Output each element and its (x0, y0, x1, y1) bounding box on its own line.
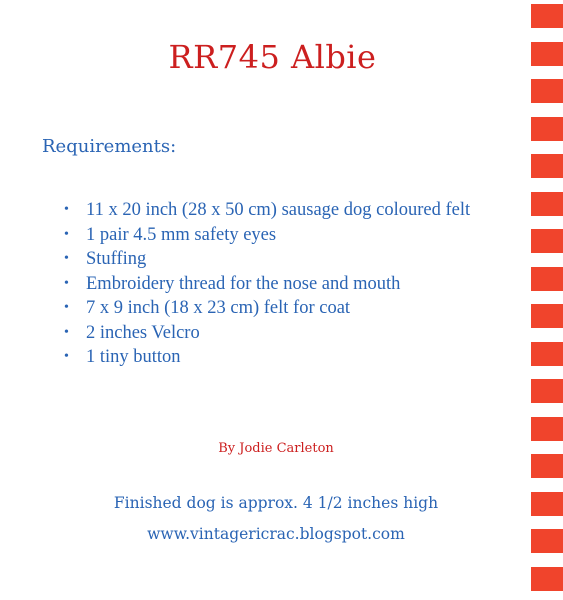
list-item (62, 223, 502, 248)
list-item (62, 272, 502, 297)
list-item (62, 247, 502, 272)
website-url: www.vintagericrac.blogspot.com (147, 525, 405, 543)
requirements-list (62, 198, 502, 370)
list-item-text: Stuffing (86, 249, 147, 269)
border-stripe (531, 267, 563, 291)
list-item-text: Embroidery thread for the nose and mouth (86, 273, 401, 294)
border-stripe (531, 492, 563, 516)
list-item (62, 321, 502, 346)
border-stripe (531, 567, 563, 591)
border-stripe (531, 154, 563, 178)
border-stripe (531, 192, 563, 216)
list-item-text: 1 tiny button (86, 347, 181, 367)
list-item (62, 296, 502, 321)
border-stripe (531, 379, 563, 403)
list-item-text: 11 x 20 inch (28 x 50 cm) sausage dog coloured felt (86, 200, 471, 220)
author-byline: By Jodie Carleton (218, 441, 334, 456)
list-item (62, 198, 502, 223)
bullet-icon: • (64, 226, 69, 242)
list-item (62, 345, 502, 370)
border-stripe (531, 229, 563, 253)
bullet-icon: • (64, 324, 69, 340)
list-item-text: 7 x 9 inch (18 x 23 cm) felt for coat (86, 298, 351, 318)
striped-border (531, 0, 563, 600)
border-stripe (531, 4, 563, 28)
page-title: RR745 Albie (168, 38, 377, 76)
bullet-icon: • (64, 300, 69, 315)
border-stripe (531, 304, 563, 328)
border-stripe (531, 42, 563, 66)
border-stripe (531, 529, 563, 553)
requirements-heading: Requirements: (42, 136, 177, 157)
finished-size-note: Finished dog is approx. 4 1/2 inches high (113, 494, 439, 512)
border-stripe (531, 117, 563, 141)
border-stripe (531, 454, 563, 478)
bullet-icon: • (64, 275, 69, 291)
border-stripe (531, 417, 563, 441)
bullet-icon: • (64, 349, 69, 364)
border-stripe (531, 342, 563, 366)
list-item-text: 1 pair 4.5 mm safety eyes (86, 224, 277, 245)
bullet-icon: • (64, 251, 69, 266)
border-stripe (531, 79, 563, 103)
list-item-text: 2 inches Velcro (86, 322, 200, 343)
bullet-icon: • (64, 202, 69, 217)
